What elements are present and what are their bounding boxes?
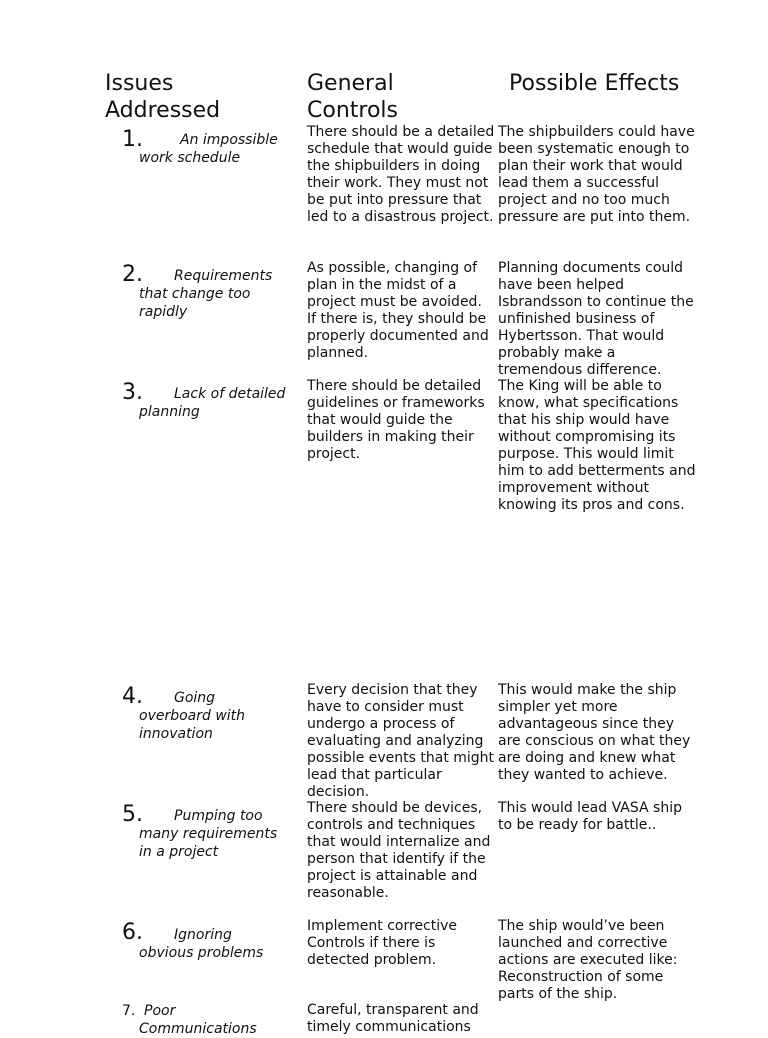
row-3-number: 3.	[122, 380, 143, 405]
row-1-effect: The shipbuilders could have been systematic enough to plan their work that would lead them a successful project and no too much pressure are put into them.	[498, 124, 695, 225]
header-general-controls: General Controls	[307, 71, 398, 123]
row-2-control: As possible, changing of plan in the midst of a project must be avoided. If there is, they should be properly documented and planned.	[307, 260, 489, 361]
row-6-effect: The ship would’ve been launched and corrective actions are executed like: Reconstruction of some parts of the ship.	[498, 918, 678, 1002]
row-7-number: 7.	[122, 1003, 136, 1019]
row-5-effect: This would lead VASA ship to be ready for battle..	[498, 800, 682, 833]
header-issues-addressed: Issues Addressed	[105, 71, 221, 123]
row-3-issue: Lack of detailed planning	[139, 386, 286, 420]
row-1-issue: An impossible work schedule	[139, 132, 278, 166]
row-5-control: There should be devices, controls and techniques that would internalize and person that identify if the project is attainable and reasonable.	[307, 800, 491, 901]
row-4-effect: This would make the ship simpler yet more advantageous since they are conscious on what they are doing and knew what they wanted to achieve.	[498, 682, 691, 783]
row-4-control: Every decision that they have to consider must undergo a process of evaluating and analyzing possible events that might lead that particular decision.	[307, 682, 495, 800]
row-1-number: 1.	[122, 127, 143, 152]
header-possible-effects: Possible Effects	[509, 71, 680, 96]
row-7-control: Careful, transparent and timely communications	[307, 1002, 479, 1035]
row-6-issue: Ignoring obvious problems	[139, 927, 264, 961]
row-2-issue: Requirements that change too rapidly	[139, 268, 273, 320]
row-4-number: 4.	[122, 684, 143, 709]
row-4-issue: Going overboard with innovation	[139, 690, 246, 742]
row-5-number: 5.	[122, 802, 143, 827]
row-6-control: Implement corrective Controls if there is detected problem.	[307, 918, 458, 968]
row-2-effect: Planning documents could have been helped Isbrandsson to continue the unfinished business of Hybertsson. That would probably make a tremendous difference.	[498, 260, 694, 378]
row-7-issue: Poor Communications	[139, 1003, 257, 1037]
row-1-control: There should be a detailed schedule that would guide the shipbuilders in doing their work. They must not be put into pressure that led to a disastrous project.	[307, 124, 495, 225]
row-5-issue: Pumping too many requirements in a project	[139, 808, 278, 860]
row-3-effect: The King will be able to know, what specifications that his ship would have without compromising its purpose. This would limit him to add betterments and improvement without knowing its pros and cons.	[498, 378, 696, 513]
row-2-number: 2.	[122, 262, 143, 287]
row-6-number: 6.	[122, 920, 143, 945]
row-3-control: There should be detailed guidelines or frameworks that would guide the builders in making their project.	[307, 378, 485, 462]
